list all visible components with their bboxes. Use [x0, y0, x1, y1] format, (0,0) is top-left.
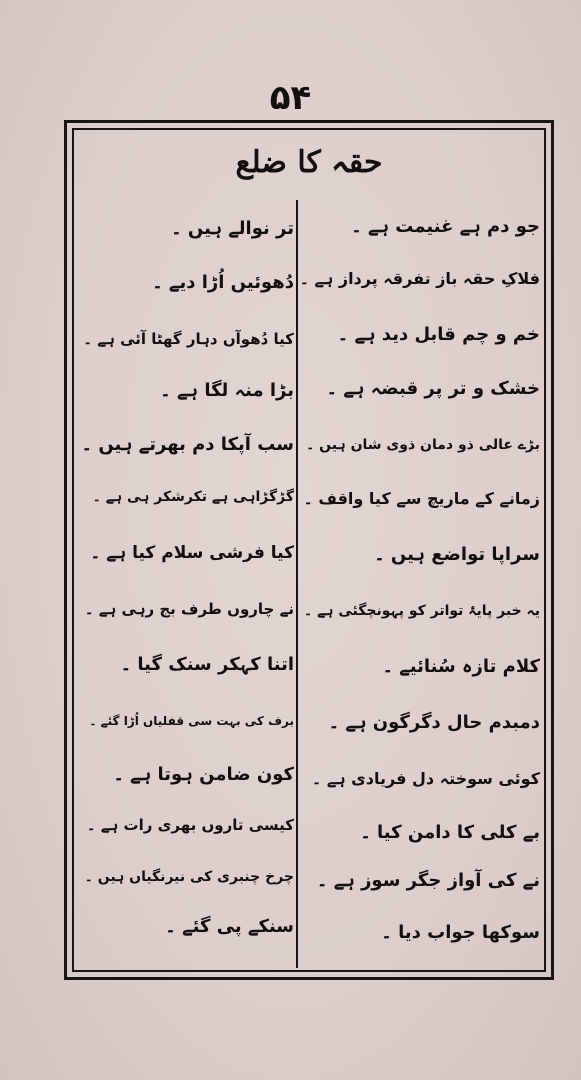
phrase-line: سوکھا جواب دیا ۔ — [381, 922, 540, 943]
phrase-line: کوئی سوختہ دل فریادی ہے ۔ — [311, 769, 540, 788]
page-title: حقہ کا ضلع — [235, 145, 383, 180]
phrase-line: کیا دُھوآں دہار گھٹا آئی ہے ۔ — [83, 330, 294, 348]
phrase-line: برف کی بہت سی قفلیاں اُڑا گئے ۔ — [89, 714, 294, 728]
phrase-line: فلاکِ حقہ باز تفرقہ پرداز ہے ۔ — [299, 269, 540, 288]
phrase-line: کیسی تاروں بھری رات ہے ۔ — [86, 816, 294, 834]
phrase-line: زمانے کے ماریچ سے کیا واقف ۔ — [303, 489, 540, 508]
phrase-line: بڑے عالی ذو دمان ذوی شان ہیں ۔ — [306, 437, 540, 453]
phrase-line: تر نوالے ہیں ۔ — [171, 218, 294, 239]
phrase-line: خم و چم قابل دید ہے ۔ — [337, 324, 540, 345]
phrase-line: خشک و تر پر قبضہ ہے ۔ — [326, 378, 540, 399]
phrase-line: اتنا کہکر سنک گیا ۔ — [120, 654, 294, 675]
phrase-line: کلام تازہ سُنائیے ۔ — [382, 656, 540, 677]
phrase-line: جو دم ہے غنیمت ہے ۔ — [351, 216, 540, 237]
phrase-line: بے کلی کا دامن کیا ۔ — [360, 822, 540, 843]
phrase-line: دمبدم حال دگرگون ہے ۔ — [328, 712, 540, 733]
phrase-line: نے چاروں طرف بج رہی ہے ۔ — [84, 600, 294, 618]
phrase-line: سنکے پی گئے ۔ — [165, 916, 294, 937]
phrase-line: کیا فرشی سلام کیا ہے ۔ — [90, 543, 294, 563]
phrase-line: یہ خبر پایۂ تواتر کو پہونچگئی ہے ۔ — [304, 603, 540, 619]
phrase-line: سراپا تواضع ہیں ۔ — [374, 544, 540, 565]
page-number: ۵۴ — [269, 78, 312, 118]
phrase-line: بڑا منہ لگا ہے ۔ — [160, 380, 294, 401]
column-divider — [296, 200, 298, 968]
phrase-line: گڑگڑاہی ہے تکرشکر ہی ہے ۔ — [92, 489, 294, 505]
phrase-line: دُھوئیں اُڑا دیے ۔ — [152, 272, 294, 293]
phrase-line: چرخ چنبری کی نیرنگیاں ہیں ۔ — [84, 869, 294, 885]
phrase-line: سب آپکا دم بھرتے ہیں ۔ — [81, 434, 294, 455]
phrase-line: کون ضامن ہوتا ہے ۔ — [113, 764, 294, 785]
phrase-line: نے کی آواز جگر سوز ہے ۔ — [316, 870, 540, 891]
